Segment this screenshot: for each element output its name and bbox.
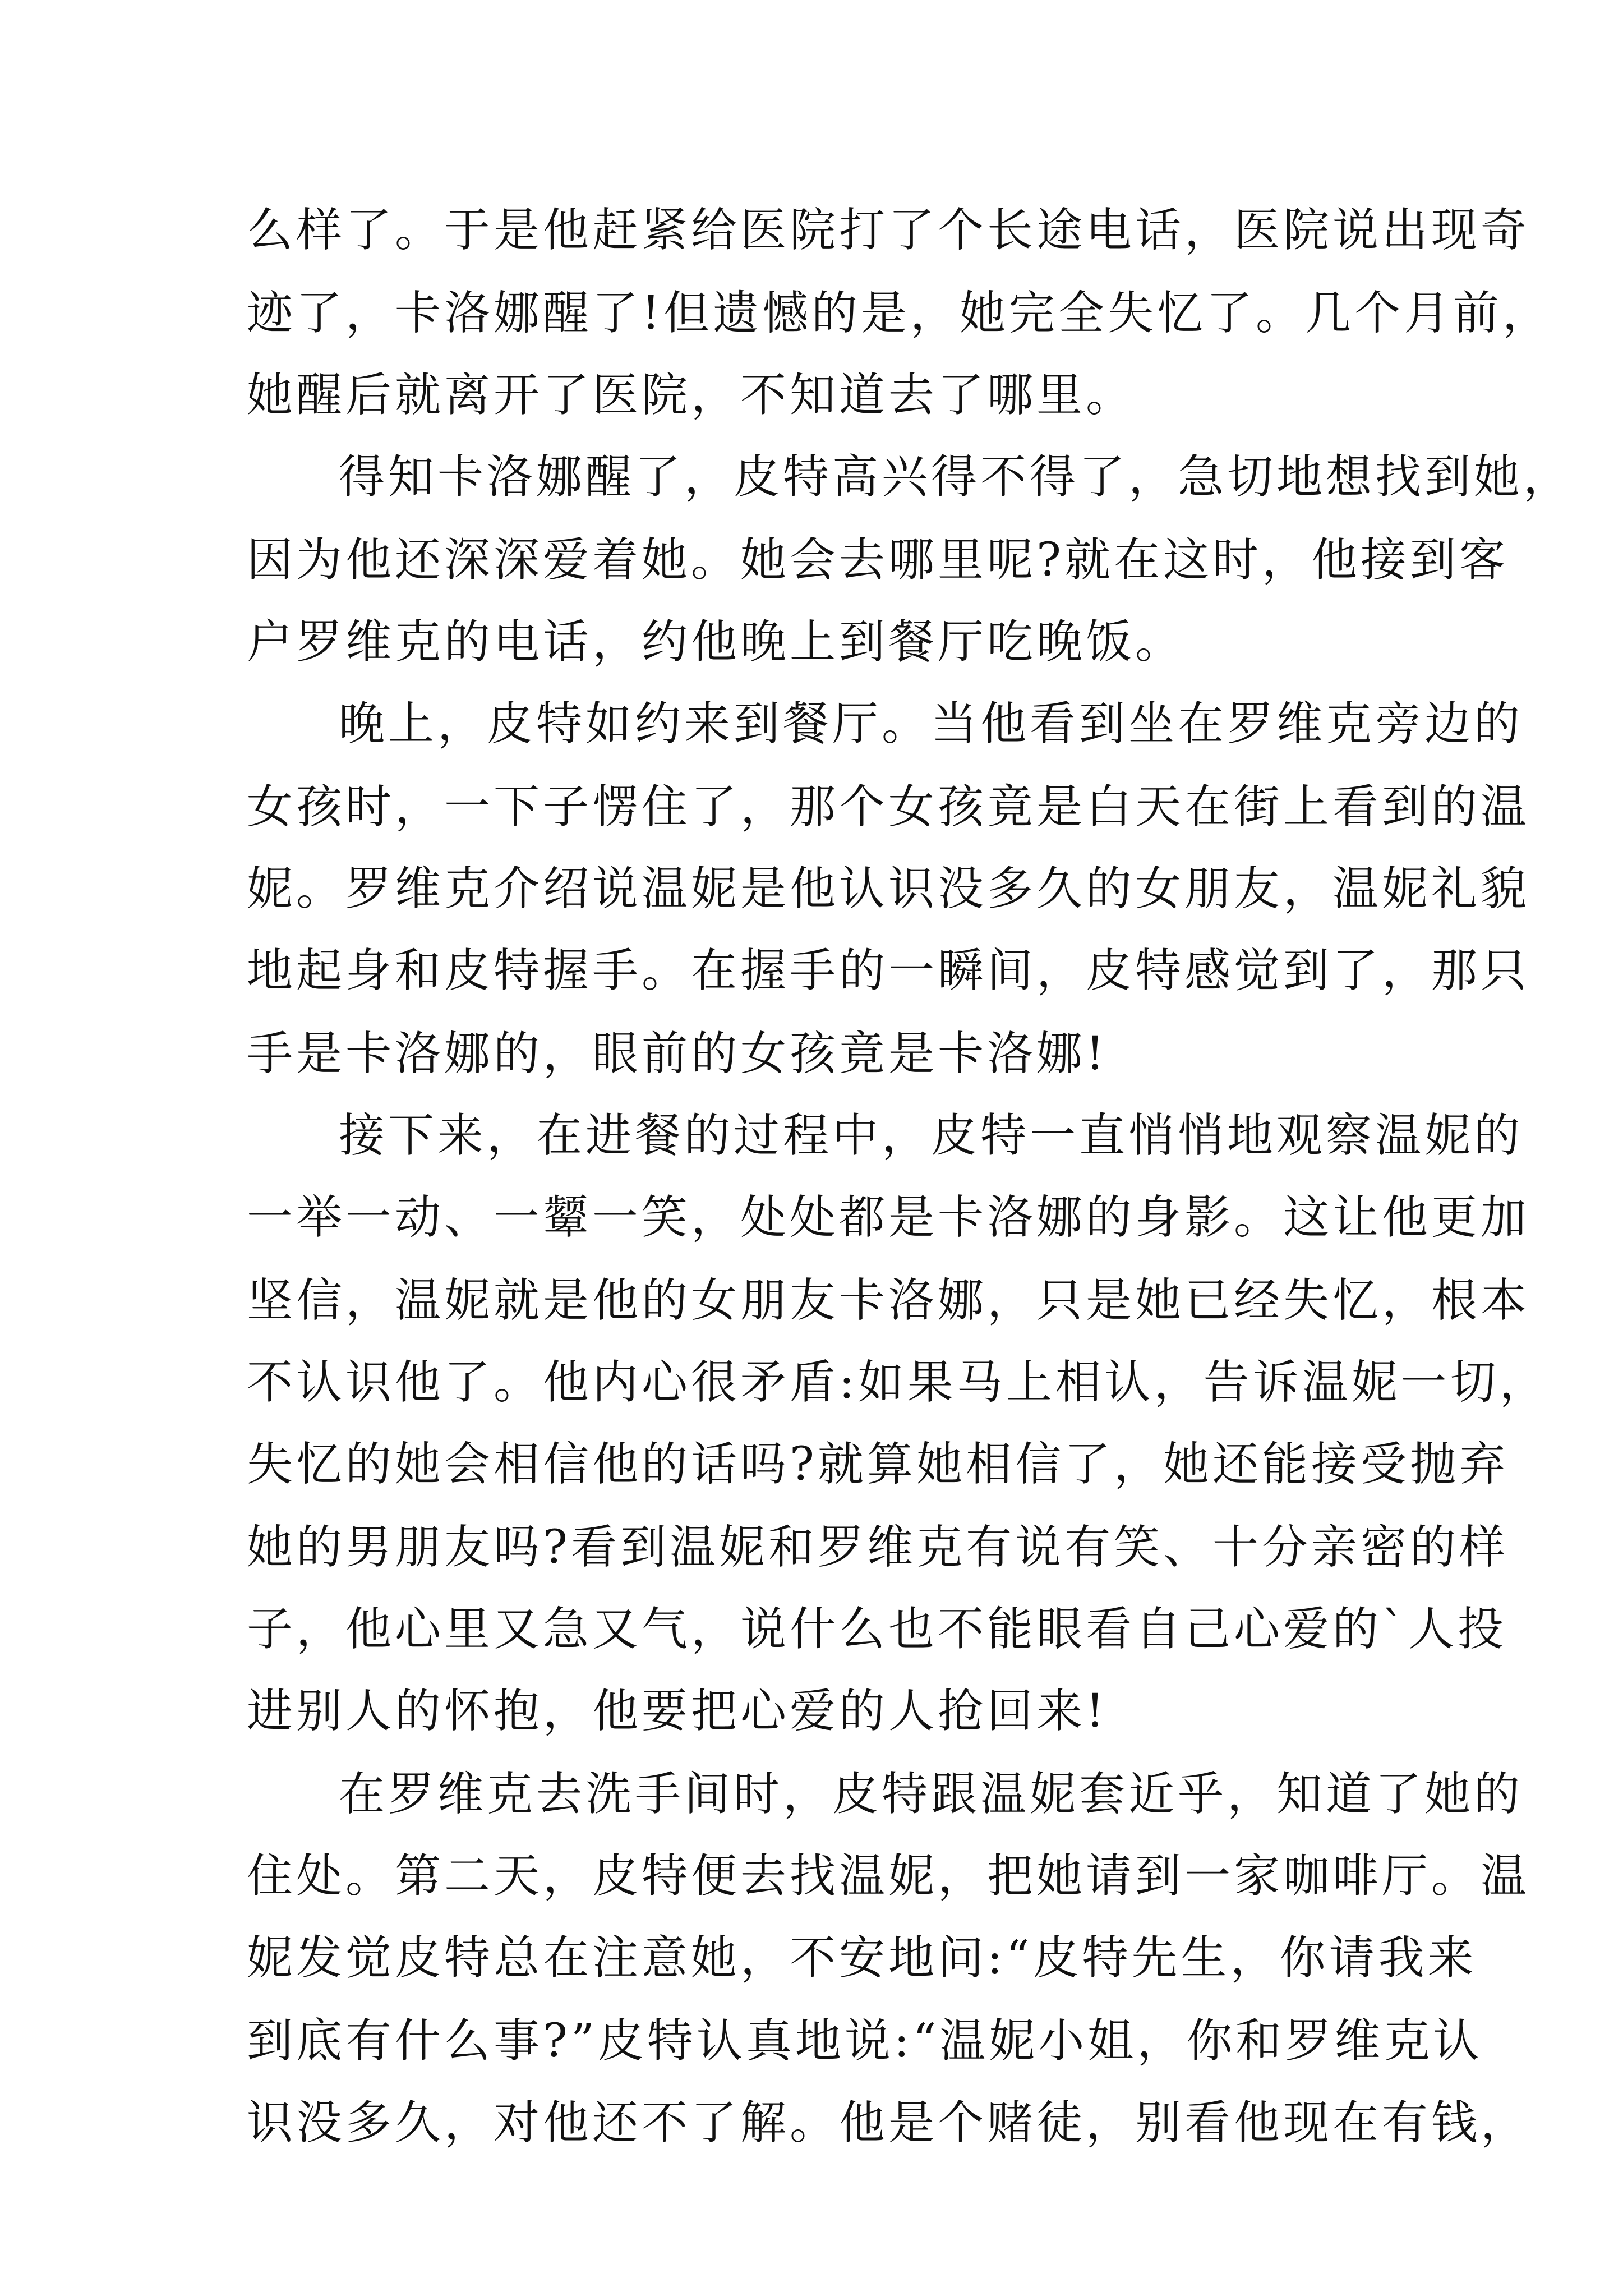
paragraph-first-line: 在罗维克去洗手间时，皮特跟温妮套近乎，知道了她的 — [339, 1768, 1524, 1821]
text-line: 么样了。于是他赶紧给医院打了个长途电话，医院说出现奇 — [247, 204, 1530, 257]
text-line: 住处。第二天，皮特便去找温妮，把她请到一家咖啡厅。温 — [247, 1849, 1530, 1903]
text-line: 到底有什么事?”皮特认真地说:“温妮小姐，你和罗维克认 — [247, 2014, 1483, 2068]
text-line: 女孩时，一下子愣住了，那个女孩竟是白天在街上看到的温 — [247, 780, 1530, 834]
text-line: 识没多久，对他还不了解。他是个赌徒，别看他现在有钱， — [247, 2096, 1530, 2150]
text-line: 妮。罗维克介绍说温妮是他认识没多久的女朋友，温妮礼貌 — [247, 862, 1530, 915]
paragraph-first-line: 接下来，在进餐的过程中，皮特一直悄悄地观察温妮的 — [339, 1109, 1524, 1162]
text-line: 子，他心里又急又气，说什么也不能眼看自己心爱的`人投 — [247, 1603, 1507, 1656]
text-line: 迹了，卡洛娜醒了!但遗憾的是，她完全失忆了。几个月前， — [247, 287, 1552, 340]
text-line: 坚信，温妮就是他的女朋友卡洛娜，只是她已经失忆，根本 — [247, 1274, 1530, 1327]
text-line: 进别人的怀抱，他要把心爱的人抢回来! — [247, 1685, 1108, 1738]
text-line: 妮发觉皮特总在注意她，不安地问:“皮特先生，你请我来 — [247, 1931, 1477, 1985]
text-line: 地起身和皮特握手。在握手的一瞬间，皮特感觉到了，那只 — [247, 944, 1530, 997]
text-line: 手是卡洛娜的，眼前的女孩竟是卡洛娜! — [247, 1027, 1108, 1080]
text-line: 失忆的她会相信他的话吗?就算她相信了，她还能接受抛弃 — [247, 1438, 1509, 1491]
text-line: 她的男朋友吗?看到温妮和罗维克有说有笑、十分亲密的样 — [247, 1521, 1509, 1574]
paragraph-first-line: 晚上，皮特如约来到餐厅。当他看到坐在罗维克旁边的 — [339, 697, 1524, 751]
text-line: 因为他还深深爱着她。她会去哪里呢?就在这时，他接到客 — [247, 533, 1509, 587]
paragraph-first-line: 得知卡洛娜醒了，皮特高兴得不得了，急切地想找到她， — [339, 450, 1573, 504]
text-line: 户罗维克的电话，约他晚上到餐厅吃晚饭。 — [247, 615, 1185, 669]
text-line: 她醒后就离开了医院，不知道去了哪里。 — [247, 369, 1136, 422]
text-line: 一举一动、一颦一笑，处处都是卡洛娜的身影。这让他更加 — [247, 1191, 1530, 1244]
text-line: 不认识他了。他内心很矛盾:如果马上相认，告诉温妮一切， — [247, 1356, 1549, 1409]
